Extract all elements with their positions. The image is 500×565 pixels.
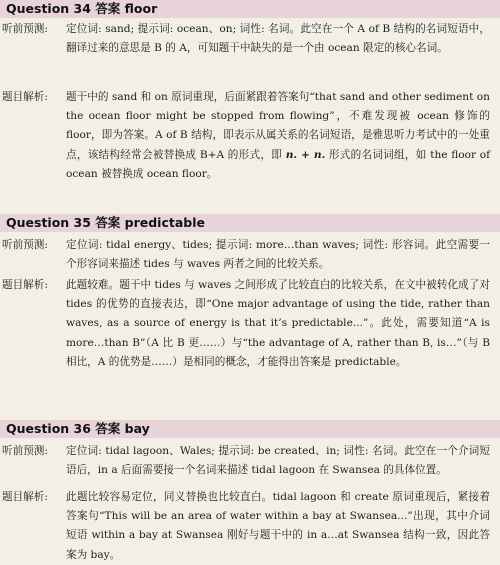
q34-prediction-label: 听前预测: — [2, 23, 48, 35]
q35-analysis-label: 题目解析: — [2, 279, 48, 291]
q36-analysis-text: 此题比较容易定位，同义替换也比较直白。tidal lagoon 和 create 原词重现后，紧接着答案句“This will be an area of water within a bay at Swansea...”出现，其中介词短语 within a bay at Swansea 刚好与题干中的 in a…at Swansea 结构一致，因此答案为 bay。 — [66, 491, 490, 561]
q36-prediction-label: 听前预测: — [2, 445, 48, 457]
q34-analysis-text-part1: 题干中的 sand 和 on 原词重现，后面紧跟着答案句“that sand and other sediment on the ocean floor might be stopped from flowing”，不难发现被 ocean 修饰的 floor，即为答案。A of B 结构，即表示从属关系的名词短语，是雅思听力考试中的一处重点，该结构经常会被替换成 B+A 的形式，即 — [66, 91, 490, 161]
q34-analysis-text — [66, 88, 490, 184]
question-35-header: Question 35 答案 predictable — [0, 214, 500, 232]
question-36-header: Question 36 答案 bay — [0, 420, 500, 438]
q35-analysis-text: 此题较难。题干中 tides 与 waves 之间形成了比较直白的比较关系，在文中被转化成了对 tides 的优势的直接表达，即“One major advantage of using the tide, rather than waves, as a source of energy is that it’s predictable...”。此处，需要知道“A is more…than B”（A 比 B 更……）与“the advantage of A, rather than B, is…”（与 B 相比，A 的优势是……）是相同的概念，才能得出答案是 predictable。 — [66, 279, 490, 368]
q34-analysis-label: 题目解析: — [2, 91, 48, 103]
q35-prediction-text: 定位词: tidal energy、tides; 提示词: more…than waves; 词性: 形容词。此空需要一个形容词来描述 tides 与 waves 两者之间的比较关系。 — [66, 239, 490, 271]
q36-prediction-text: 定位词: tidal lagoon、Wales; 提示词: be created、in; 词性: 名词。此空在一个介词短语后，in a 后面需要接一个名词来描述 tidal lagoon 在 Swansea 的具体位置。 — [66, 445, 490, 477]
q34-analysis-bold-term: n. + n. — [285, 148, 326, 161]
q36-analysis-label: 题目解析: — [2, 491, 48, 503]
q34-analysis-text-part2: 形式的名词词组，如 the floor of ocean 被替换成 ocean floor。 — [66, 148, 491, 180]
question-34-header: Question 34 答案 floor — [0, 0, 500, 18]
q35-prediction-label: 听前预测: — [2, 239, 48, 251]
q34-prediction-text: 定位词: sand; 提示词: ocean、on; 词性: 名词。此空在一个 A of B 结构的名词短语中，翻译过来的意思是 B 的 A，可知题干中缺失的是一个由 ocean 限定的核心名词。 — [66, 23, 490, 55]
